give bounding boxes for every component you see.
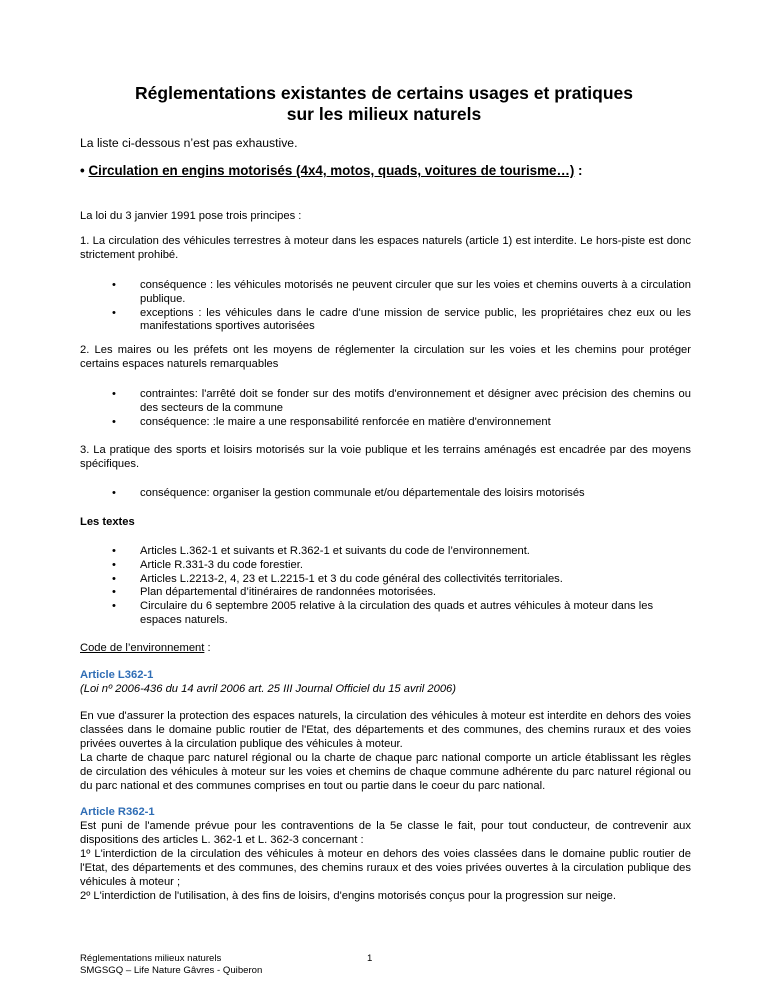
article-l362-paragraph-1: En vue d'assurer la protection des espaces naturels, la circulation des véhicules à moteur est interdite en dehors des voies classées dans le domaine public routier de l'Etat, des départements et des communes, des chemins ruraux et des voies privées ouvertes à la circulation publique des véhicules à moteur.	[80, 710, 691, 750]
article-r362-line-1: Est puni de l'amende prévue pour les contraventions de la 5e classe le fait, pour tout conducteur, de contrevenir aux dispositions des articles L. 362-1 et L. 362-3 concernant :	[80, 820, 691, 846]
article-r362-line-2: 1º L'interdiction de la circulation des véhicules à moteur en dehors des voies classées dans le domaine public routier de l'Etat, des départements et des communes, des chemins ruraux et des voies privées ouvertes à la circulation publique des véhicules à moteur ;	[80, 848, 691, 888]
law-intro: La loi du 3 janvier 1991 pose trois principes :	[80, 210, 302, 222]
principle-1-text: 1. La circulation des véhicules terrestres à moteur dans les espaces naturels (article 1) est interdite. Le hors-piste est donc strictement prohibé.	[80, 235, 691, 261]
list-item: • Articles L.2213-2, 4, 23 et L.2215-1 et 3 du code général des collectivités territoriales.	[112, 573, 691, 587]
intro-text: La liste ci-dessous n’est pas exhaustive.	[80, 136, 298, 150]
page-footer	[80, 953, 262, 977]
textes-heading: Les textes	[80, 516, 135, 528]
textes-list	[112, 545, 691, 628]
article-l362-paragraph-2: La charte de chaque parc naturel régional ou la charte de chaque parc national comporte un article établissant les règles de circulation des véhicules à moteur sur les voies et chemins de chaque commune adhérente du parc naturel régional ou du parc national et des communes comprises en tout ou partie dans le coeur du parc national.	[80, 752, 691, 792]
principle-3-bullets	[112, 487, 691, 501]
section-bullet: •	[80, 163, 85, 178]
list-item: • contraintes: l'arrêté doit se fonder sur des motifs d'environnement et désigner avec précision des chemins ou des secteurs de la commune	[112, 388, 691, 416]
section-heading-text: Circulation en engins motorisés (4x4, motos, quads, voitures de tourisme…)	[88, 163, 575, 178]
article-r362-line-3: 2º L'interdiction de l'utilisation, à des fins de loisirs, d'engins motorisés conçus pour la progression sur neige.	[80, 890, 616, 902]
list-item: • conséquence: :le maire a une responsabilité renforcée en matière d'environnement	[112, 416, 691, 430]
page-title-line-2: sur les milieux naturels	[286, 104, 482, 124]
list-item: • Article R.331-3 du code forestier.	[112, 559, 691, 573]
code-heading	[80, 642, 691, 656]
page-title-line-1: Réglementations existantes de certains usages et pratiques	[135, 83, 633, 103]
section-heading-motorized	[80, 164, 691, 178]
list-item: • conséquence : les véhicules motorisés ne peuvent circuler que sur les voies et chemins ouverts à a circulation publique.	[112, 279, 691, 307]
page-number: 1	[367, 953, 373, 964]
list-item: • exceptions : les véhicules dans le cadre d'une mission de service public, les propriétaires chez eux ou les manifestations sportives autorisées	[112, 307, 691, 335]
principle-3-text: 3. La pratique des sports et loisirs motorisés sur la voie publique et les terrains aménagés est encadrée par des moyens spécifiques.	[80, 444, 691, 470]
principle-1-bullets	[112, 279, 691, 334]
article-l362-subtitle: (Loi nº 2006-436 du 14 avril 2006 art. 25 III Journal Officiel du 15 avril 2006)	[80, 683, 456, 695]
article-l362-title: Article L362-1	[80, 669, 154, 681]
section-heading-suffix: :	[574, 163, 583, 178]
page-title	[80, 83, 688, 125]
list-item: • conséquence: organiser la gestion communale et/ou départementale des loisirs motorisés	[112, 487, 691, 501]
list-item: • Articles L.362-1 et suivants et R.362-1 et suivants du code de l’environnement.	[112, 545, 691, 559]
list-item: • Circulaire du 6 septembre 2005 relative à la circulation des quads et autres véhicules à moteur dans les espaces naturels.	[112, 600, 691, 628]
article-r362-title: Article R362-1	[80, 806, 155, 818]
code-heading-label: Code de l’environnement	[80, 642, 205, 654]
code-heading-suffix: :	[204, 642, 211, 654]
principle-2-bullets	[112, 388, 691, 429]
footer-line-1: Réglementations milieux naturels	[80, 953, 222, 964]
list-item: • Plan départemental d’itinéraires de randonnées motorisées.	[112, 586, 691, 600]
footer-line-2: SMGSGQ – Life Nature Gâvres - Quiberon	[80, 965, 263, 976]
principle-2-text: 2. Les maires ou les préfets ont les moyens de réglementer la circulation sur les voies et les chemins pour protéger certains espaces naturels remarquables	[80, 344, 691, 370]
